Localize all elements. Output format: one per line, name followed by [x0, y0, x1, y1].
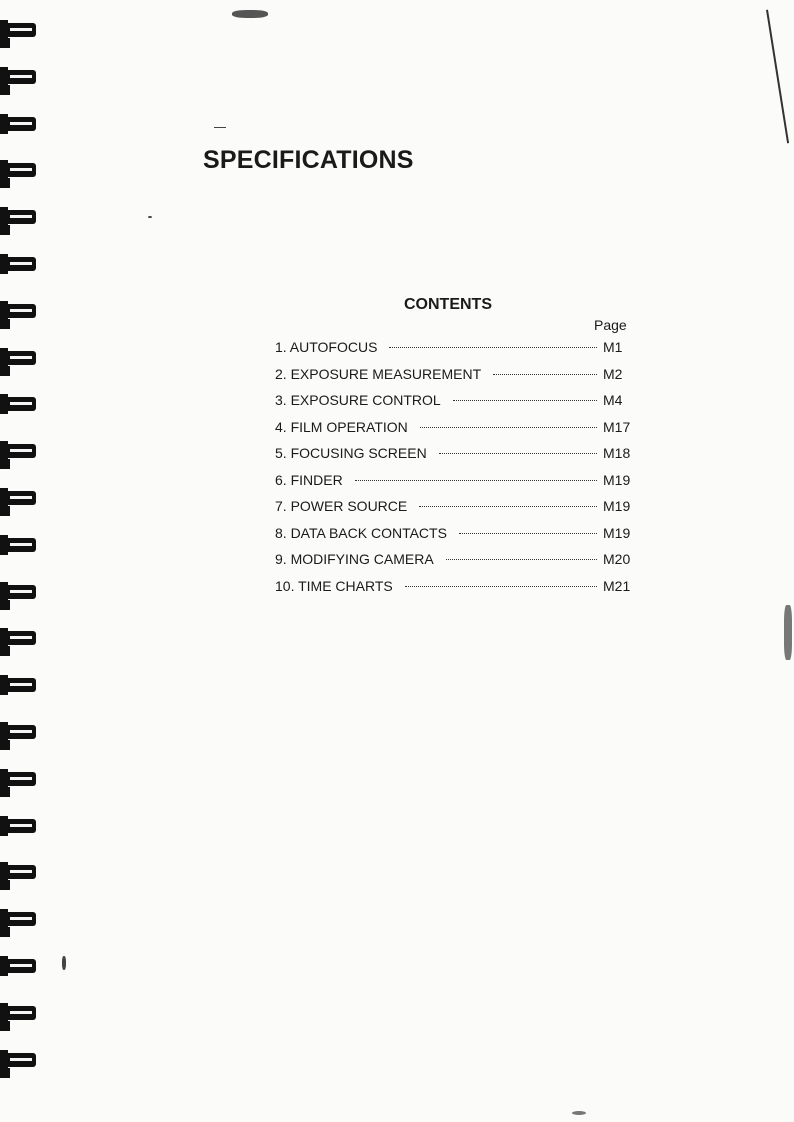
toc-entry — [275, 366, 635, 393]
toc-entry-page: M19 — [603, 524, 631, 541]
toc-dot-leader — [389, 347, 597, 348]
toc-entry — [275, 578, 635, 605]
binding-ring — [0, 488, 38, 508]
page-column-label: Page — [594, 317, 627, 333]
toc-entry — [275, 445, 635, 472]
toc-entry-page: M19 — [603, 471, 631, 488]
toc-entry-page: M20 — [603, 551, 631, 567]
binding-ring — [0, 207, 38, 227]
toc-entry-title: 1. AUTOFOCUS — [275, 339, 378, 355]
toc-entry-title: 4. FILM OPERATION — [275, 418, 408, 435]
binding-ring — [0, 301, 38, 321]
binding-ring — [0, 862, 38, 882]
toc-dot-leader — [493, 374, 597, 375]
toc-entry-title: 9. MODIFYING CAMERA — [275, 551, 434, 567]
toc-entry — [275, 472, 635, 499]
toc-entry-page: M4 — [603, 392, 623, 408]
toc-entry-page: M18 — [603, 445, 631, 461]
binding-ring — [0, 956, 38, 976]
toc-entry-page: M1 — [603, 339, 623, 355]
toc-entry-page: M21 — [603, 577, 631, 594]
toc-dot-leader — [355, 480, 597, 481]
binding-ring — [0, 769, 38, 789]
binding-ring — [0, 67, 38, 87]
toc-dot-leader — [459, 533, 597, 534]
binding-ring — [0, 1003, 38, 1023]
binding-ring — [0, 394, 38, 414]
scan-speck — [572, 1111, 586, 1115]
toc-entry — [275, 551, 635, 578]
toc-dot-leader — [420, 427, 597, 428]
contents-heading: CONTENTS — [404, 296, 492, 313]
spiral-binding — [0, 0, 40, 1122]
toc-dot-leader — [453, 400, 597, 401]
scan-speck — [232, 10, 268, 18]
scan-speck — [214, 127, 226, 128]
toc-entry — [275, 525, 635, 552]
toc-dot-leader — [446, 559, 597, 560]
page-edge-mark — [766, 10, 789, 144]
toc-entry-page: M19 — [603, 498, 631, 514]
binding-ring — [0, 160, 38, 180]
binding-ring — [0, 114, 38, 134]
binding-ring — [0, 254, 38, 274]
binding-ring — [0, 441, 38, 461]
toc-entry — [275, 498, 635, 525]
binding-ring — [0, 628, 38, 648]
toc-entry-title: 5. FOCUSING SCREEN — [275, 445, 427, 461]
scan-speck — [62, 956, 66, 970]
toc-dot-leader — [405, 586, 597, 587]
toc-entry — [275, 339, 635, 366]
binding-ring — [0, 20, 38, 40]
binding-ring — [0, 675, 38, 695]
toc-entry — [275, 392, 635, 419]
binding-ring — [0, 909, 38, 929]
table-of-contents — [275, 339, 635, 604]
toc-entry-page: M17 — [603, 418, 631, 435]
toc-entry-page: M2 — [603, 365, 623, 382]
binding-ring — [0, 816, 38, 836]
page-title: SPECIFICATIONS — [203, 146, 414, 174]
binding-ring — [0, 722, 38, 742]
toc-entry — [275, 419, 635, 446]
toc-entry-title: 7. POWER SOURCE — [275, 498, 408, 514]
binding-ring — [0, 348, 38, 368]
scan-speck — [148, 216, 152, 218]
binding-ring — [0, 535, 38, 555]
toc-dot-leader — [419, 506, 597, 507]
toc-entry-title: 3. EXPOSURE CONTROL — [275, 392, 441, 408]
toc-entry-title: 10. TIME CHARTS — [275, 577, 393, 594]
toc-entry-title: 8. DATA BACK CONTACTS — [275, 524, 447, 541]
toc-dot-leader — [439, 453, 597, 454]
scan-speck — [784, 605, 792, 660]
toc-entry-title: 2. EXPOSURE MEASUREMENT — [275, 365, 482, 382]
binding-ring — [0, 582, 38, 602]
toc-entry-title: 6. FINDER — [275, 471, 343, 488]
binding-ring — [0, 1050, 38, 1070]
